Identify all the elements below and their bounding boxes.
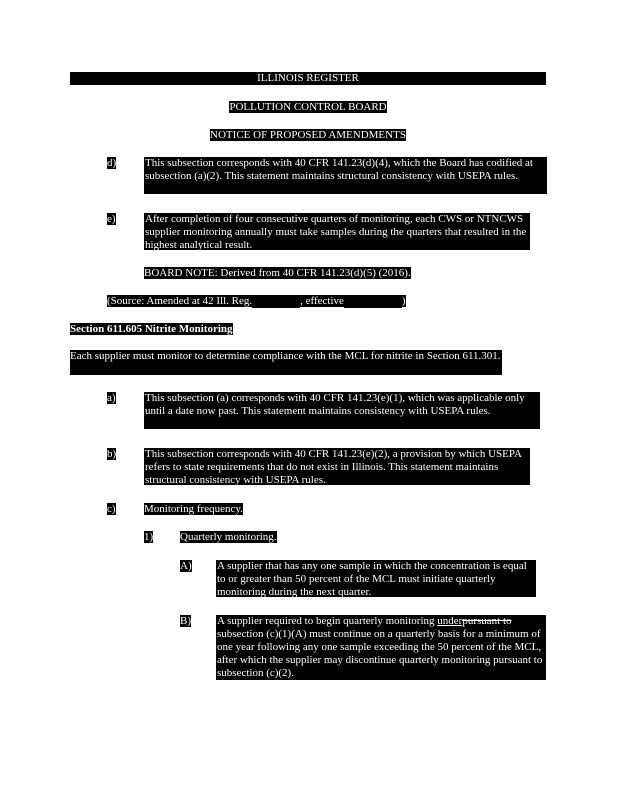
item-e-label-text: e) (107, 213, 116, 225)
item-B-post: subsection (c)(1)(A) must continue on a quarterly basis for a minimum of one year following any one sample exceeding the 50 percent of the MCL, after which the supplier may discontinue quarterly monitoring pursuant to subsection (c)(2). (217, 628, 543, 679)
source-middle: , effective (300, 295, 344, 307)
section-heading-text: Section 611.605 Nitrite Monitoring (70, 323, 233, 335)
item-c-text (144, 503, 243, 516)
item-d-label (107, 157, 116, 170)
section-intro: Each supplier must monitor to determine compliance with the MCL for nitrite in Section 611.301. (70, 350, 502, 375)
source-end: ) (401, 295, 406, 307)
item-a-text: This subsection (a) corresponds with 40 CFR 141.23(e)(1), which was applicable only until a date now past. This statement maintains consistency with USEPA rules. (144, 392, 540, 429)
item-c-label (107, 503, 116, 516)
item-c-text-inner: Monitoring frequency. (144, 503, 243, 515)
item-c-label-text: c) (107, 503, 116, 515)
item-c1-text-inner: Quarterly monitoring. (180, 531, 277, 543)
item-A-text: A supplier that has any one sample in which the concentration is equal to or greater than 50 percent of the MCL must initiate quarterly monitoring during the next quarter. (216, 560, 536, 597)
item-B-label-text: B) (180, 615, 191, 627)
board-title (70, 101, 546, 114)
notice-title (70, 129, 546, 142)
item-A-label (180, 560, 192, 573)
item-c1-label-text: 1) (144, 531, 154, 543)
item-B-inserted: under (437, 615, 463, 627)
register-title: ILLINOIS REGISTER (257, 72, 359, 84)
item-a-label (107, 392, 116, 405)
item-B-deleted: pursuant to (462, 615, 512, 627)
item-d-label-text: d) (107, 157, 117, 169)
board-title-text: POLLUTION CONTROL BOARD (229, 101, 387, 113)
item-b-label (107, 448, 116, 461)
board-note (144, 267, 411, 280)
item-B-label (180, 615, 191, 628)
redacted-date-2 (344, 295, 402, 308)
item-a-label-text: a) (107, 392, 116, 404)
source-line (107, 295, 406, 308)
item-B-text (216, 615, 546, 680)
item-d-text: This subsection corresponds with 40 CFR 141.23(d)(4), which the Board has codified at subsection (a)(2). This statement maintains structural consistency with USEPA rules. (144, 157, 547, 194)
item-e-text: After completion of four consecutive quarters of monitoring, each CWS or NTNCWS supplier monitoring annually must take samples during the quarters that resulted in the highest analytical result. (144, 213, 530, 250)
notice-title-text: NOTICE OF PROPOSED AMENDMENTS (210, 129, 406, 141)
board-note-text: BOARD NOTE: Derived from 40 CFR 141.23(d)(5) (2016). (144, 267, 411, 279)
item-c1-text (180, 531, 277, 544)
item-b-text: This subsection corresponds with 40 CFR 141.23(e)(2), a provision by which USEPA refers to state requirements that do not exist in Illinois. This statement maintains structural consistency with USEPA rules. (144, 448, 530, 485)
item-A-label-text: A) (180, 560, 192, 572)
item-c1-label (144, 531, 153, 544)
source-prefix: (Source: Amended at 42 Ill. Reg. (107, 295, 253, 307)
item-e-label (107, 213, 116, 226)
item-b-label-text: b) (107, 448, 117, 460)
section-heading (70, 323, 233, 336)
item-B-pre: A supplier required to begin quarterly monitoring (217, 615, 438, 627)
redacted-date-1 (252, 295, 300, 308)
